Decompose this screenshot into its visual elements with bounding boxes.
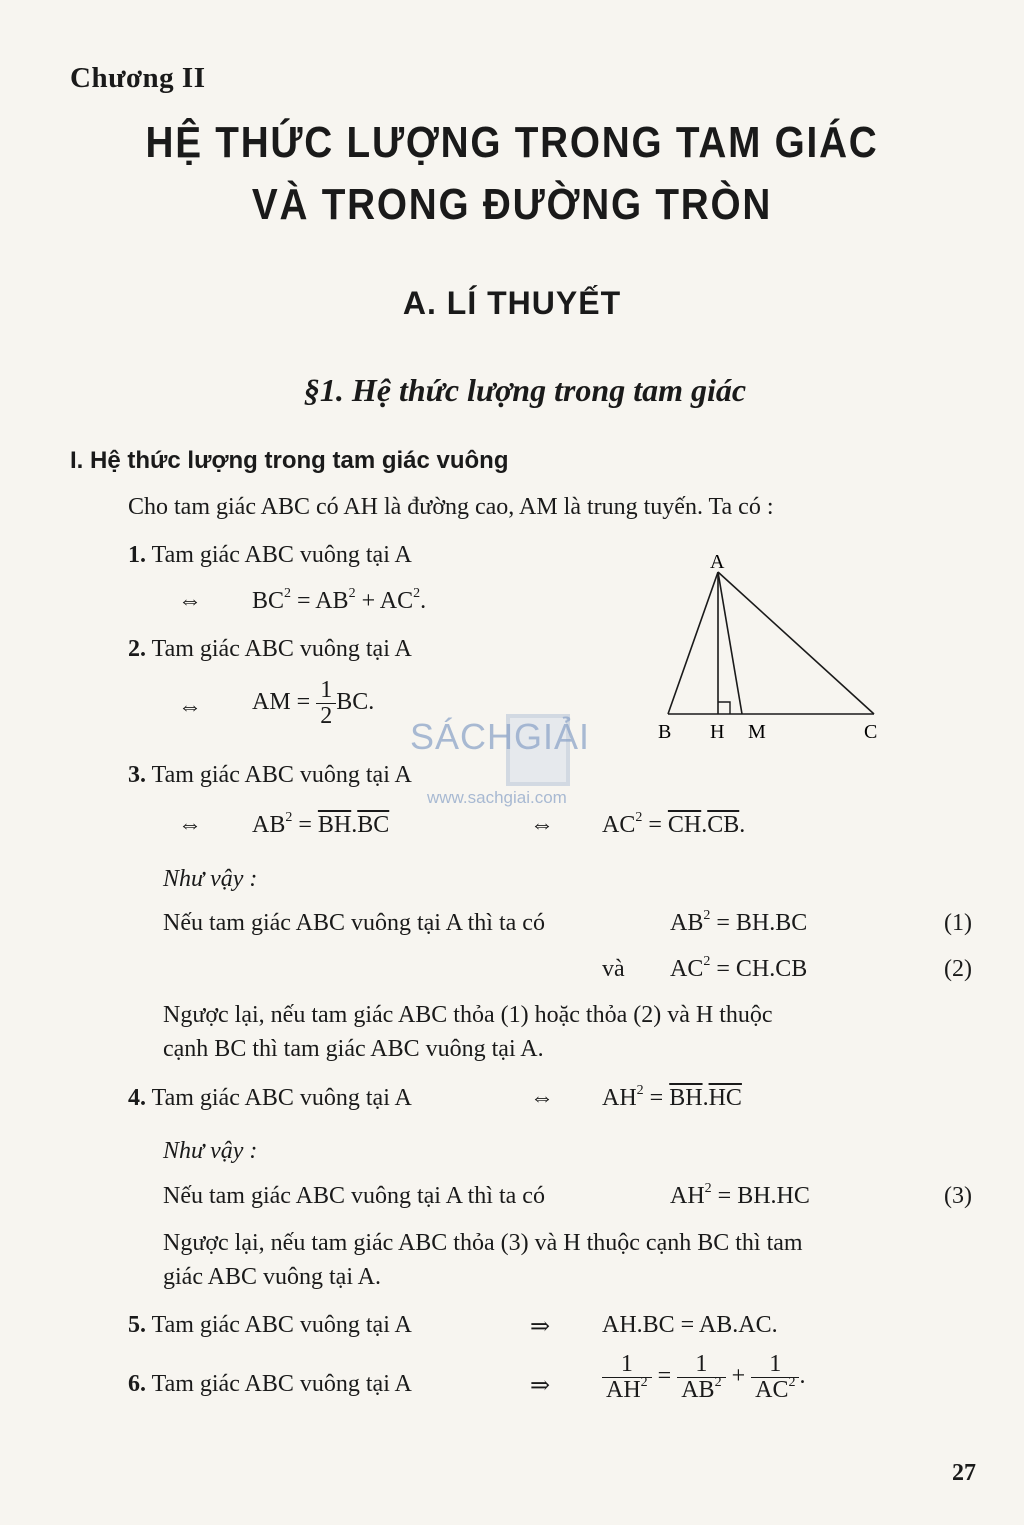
- vertex-B: B: [658, 721, 672, 743]
- iff-symbol-4: ⇔: [530, 1085, 554, 1111]
- converse-1-line1: Ngược lại, nếu tam giác ABC thỏa (1) hoặc thỏa (2) và H thuộc: [163, 1002, 773, 1028]
- page-number: 27: [952, 1460, 976, 1486]
- statement-1: Nếu tam giác ABC vuông tại A thì ta có: [163, 910, 545, 936]
- equation-median: AM = $\frac{1}{2}$ BC.: [252, 677, 375, 730]
- implies-symbol-5: ⇒: [530, 1314, 551, 1340]
- equation-AB-vector: $AB^2 = \overline{BH}.\overline{BC}$: [252, 810, 390, 838]
- converse-2-line2: giác ABC vuông tại A.: [163, 1264, 381, 1290]
- item-1-number: 1.: [128, 542, 146, 568]
- tag-1: (1): [944, 910, 972, 936]
- item-3-text: Tam giác ABC vuông tại A: [151, 762, 412, 788]
- item-4: [128, 1085, 412, 1112]
- intro-text: Cho tam giác ABC có AH là đường cao, AM là trung tuyến. Ta có :: [128, 494, 774, 520]
- equation-AH-vector: $AH^2 = \overline{BH}.\overline{HC}$: [602, 1083, 742, 1111]
- item-4-number: 4.: [128, 1085, 146, 1111]
- item-6-text: Tam giác ABC vuông tại A: [151, 1371, 412, 1397]
- item-3-number: 3.: [128, 762, 146, 788]
- foot-H: H: [710, 721, 725, 743]
- equation-pythagoras: $BC^2 = AB^2 + AC^2$.: [252, 586, 427, 614]
- heading-right-triangle: I. Hệ thức lượng trong tam giác vuông: [70, 447, 509, 474]
- item-5: [128, 1312, 412, 1339]
- statement-3: Nếu tam giác ABC vuông tại A thì ta có: [163, 1183, 545, 1209]
- vertex-C: C: [864, 721, 878, 743]
- equation-1: $AB^2 = BH.BC$: [670, 908, 808, 936]
- and-word: và: [602, 956, 625, 982]
- equation-3: $AH^2 = BH.HC$: [670, 1181, 810, 1209]
- item-2-text: Tam giác ABC vuông tại A: [151, 636, 412, 662]
- nhu-vay-1: Như vậy :: [163, 866, 258, 892]
- watermark-logo: SÁCHGIẢI: [410, 716, 591, 757]
- midpoint-M: M: [748, 721, 766, 743]
- implies-symbol-6: ⇒: [530, 1373, 551, 1399]
- equation-6: $\frac{1}{AH^2}$ = $\frac{1}{AB^2}$ + $\frac{1}{AC^2}$ .: [602, 1352, 805, 1403]
- triangle-figure: [650, 548, 890, 748]
- item-3: [128, 762, 412, 789]
- item-2-number: 2.: [128, 636, 146, 662]
- watermark-url: www.sachgiai.com: [427, 788, 567, 807]
- nhu-vay-2: Như vậy :: [163, 1138, 258, 1164]
- item-5-text: Tam giác ABC vuông tại A: [151, 1312, 412, 1338]
- equation-2: $AC^2 = CH.CB$: [670, 954, 808, 982]
- chapter-label: Chương II: [70, 62, 206, 94]
- chapter-title-line2: VÀ TRONG ĐƯỜNG TRÒN: [251, 180, 773, 229]
- iff-symbol-1: ⇔: [178, 588, 202, 614]
- item-6: [128, 1371, 412, 1398]
- item-2: [128, 636, 412, 663]
- item-4-text: Tam giác ABC vuông tại A: [151, 1085, 412, 1111]
- subsection-heading: §1. Hệ thức lượng trong tam giác: [303, 372, 747, 408]
- chapter-title-line1: HỆ THỨC LƯỢNG TRONG TAM GIÁC: [145, 118, 879, 167]
- tag-2: (2): [944, 956, 972, 982]
- iff-symbol-2: ⇔: [178, 694, 202, 720]
- item-6-number: 6.: [128, 1371, 146, 1397]
- item-1: [128, 542, 412, 569]
- equation-AC-vector: $AC^2 = \overline{CH}.\overline{CB}$.: [602, 810, 746, 838]
- equation-5: AH.BC = AB.AC.: [602, 1312, 778, 1338]
- item-1-text: Tam giác ABC vuông tại A: [151, 542, 412, 568]
- converse-1-line2: cạnh BC thì tam giác ABC vuông tại A.: [163, 1036, 544, 1062]
- tag-3: (3): [944, 1183, 972, 1209]
- iff-symbol-3b: ⇔: [530, 812, 554, 838]
- converse-2-line1: Ngược lại, nếu tam giác ABC thỏa (3) và H thuộc cạnh BC thì tam: [163, 1230, 803, 1256]
- item-5-number: 5.: [128, 1312, 146, 1338]
- vertex-A: A: [710, 551, 725, 573]
- section-heading: A. LÍ THUYẾT: [402, 285, 622, 321]
- iff-symbol-3a: ⇔: [178, 812, 202, 838]
